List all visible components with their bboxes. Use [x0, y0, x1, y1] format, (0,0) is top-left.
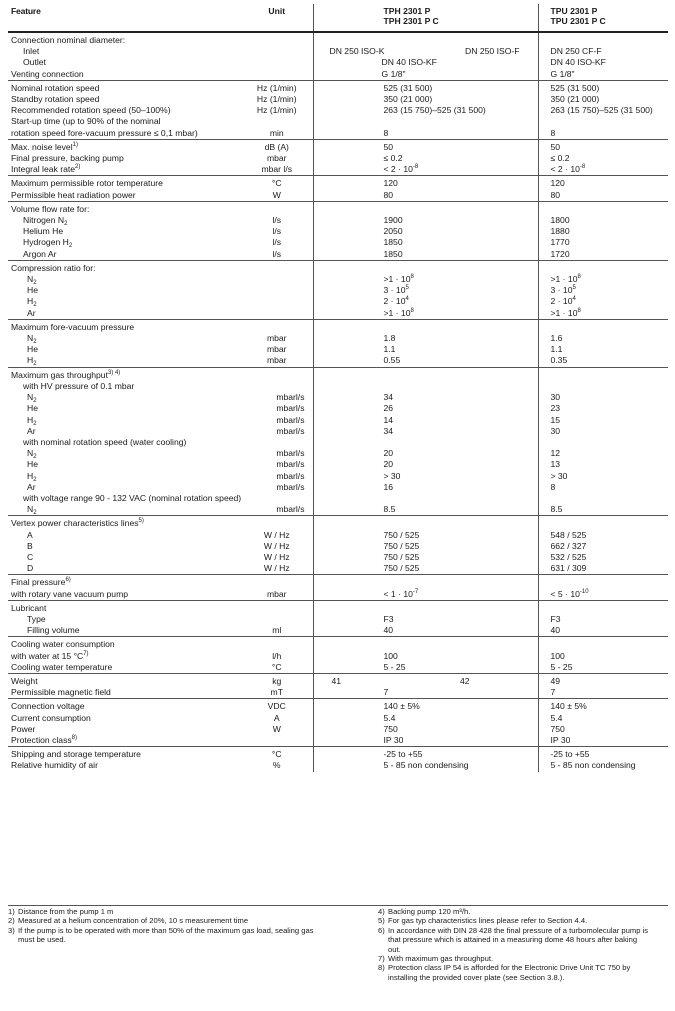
- unit: mbarl/s: [276, 481, 305, 492]
- table-row: [8, 747, 668, 772]
- row-label: B: [27, 540, 33, 551]
- cell-value: 40: [550, 625, 561, 636]
- unit: l/s: [272, 215, 282, 226]
- row-label: with nominal rotation speed (water cooling): [23, 436, 187, 447]
- cell-value: IP 30: [383, 734, 404, 745]
- row-label: Permissible magnetic field: [11, 687, 111, 698]
- unit: l/h: [272, 650, 282, 661]
- unit: W / Hz: [263, 529, 290, 540]
- cell-value: 1.1: [550, 344, 563, 355]
- row-label: Lubricant: [11, 602, 47, 613]
- unit: dB (A): [264, 141, 289, 152]
- row-label: Final pressure, backing pump: [11, 153, 124, 164]
- cell-value: 1.8: [383, 333, 396, 344]
- row-label: $H_2$: [27, 355, 37, 368]
- row-label: $H_2$: [27, 296, 37, 309]
- row-label: $N_2$: [27, 333, 37, 346]
- cell-value: 5.4: [383, 712, 396, 723]
- unit: min: [269, 127, 284, 138]
- unit: Hz (1/min): [256, 105, 297, 116]
- cell-value: 16: [383, 481, 394, 492]
- cell-value: 525 (31 500): [383, 82, 433, 93]
- cell-value: 1.6: [550, 333, 563, 344]
- table-header: [8, 4, 668, 32]
- footnotes-left: [8, 907, 318, 982]
- cell-value: G 1/8": [381, 68, 406, 79]
- row-label: Outlet: [23, 57, 46, 68]
- row-label: Relative humidity of air: [11, 760, 98, 771]
- unit: mbarl/s: [276, 414, 305, 425]
- row-label: Vertex power characteristics lines$^{5)}$: [11, 518, 144, 529]
- unit: mbar: [266, 333, 287, 344]
- cell-value: DN 40 ISO-KF: [550, 57, 606, 68]
- cell-value: 750 / 525: [383, 529, 420, 540]
- cell-value: 5.4: [550, 712, 563, 723]
- tph-model-1: TPH 2301 P: [383, 6, 431, 16]
- cell-value: 5 - 85 non condensing: [550, 760, 636, 771]
- row-label: He: [27, 403, 38, 414]
- row-label: Type: [27, 613, 46, 624]
- cell-value: G 1/8": [550, 68, 575, 79]
- row-label: Permissible heat radiation power: [11, 189, 136, 200]
- cell-value: 631 / 309: [550, 563, 587, 574]
- cell-value: 50: [383, 141, 394, 152]
- cell-value: 8.5: [383, 504, 396, 515]
- unit: °C: [271, 661, 282, 672]
- cell-value: 8: [550, 481, 556, 492]
- row-label: Maximum gas throughput$^{3) 4)}$: [11, 369, 121, 380]
- cell-value: 5 - 25: [383, 661, 406, 672]
- unit: mbar: [266, 588, 287, 599]
- unit: W: [272, 189, 281, 200]
- row-label: Venting connection: [11, 68, 84, 79]
- table-row: [8, 319, 668, 367]
- row-label: A: [27, 529, 33, 540]
- unit: kg: [272, 675, 282, 686]
- table-row: [8, 139, 668, 176]
- unit: mbarl/s: [276, 459, 305, 470]
- row-label: Volume flow rate for:: [11, 203, 90, 214]
- cell-value: 662 / 327: [550, 540, 587, 551]
- cell-value: 263 (15 750)–525 (31 500): [383, 105, 486, 116]
- cell-value: 532 / 525: [550, 551, 587, 562]
- unit: mT: [270, 687, 283, 698]
- table-row: [8, 516, 668, 575]
- cell-value: < $1 \cdot 10^{-7}$: [383, 588, 419, 599]
- unit-header: Unit: [238, 4, 313, 32]
- table-row: [8, 32, 668, 80]
- table-row: [8, 260, 668, 319]
- table-row: [8, 575, 668, 600]
- cell-value: 41: [331, 675, 342, 686]
- cell-value: 23: [550, 403, 561, 414]
- row-label: Cooling water consumption: [11, 639, 115, 650]
- row-label: Nominal rotation speed: [11, 82, 100, 93]
- cell-value: 14: [383, 414, 394, 425]
- row-label: Weight: [11, 675, 38, 686]
- cell-value: 750 / 525: [383, 551, 420, 562]
- cell-value: 30: [550, 425, 561, 436]
- row-label: rotation speed fore-vacuum pressure ≤ 0,1 mbar): [11, 127, 198, 138]
- cell-value: IP 30: [550, 734, 571, 745]
- cell-value: $2 \cdot 10^4$: [550, 296, 576, 307]
- unit: mbar: [266, 344, 287, 355]
- row-label: Connection voltage: [11, 701, 85, 712]
- row-label: $N_2$: [27, 392, 37, 405]
- unit: mbarl/s: [276, 470, 305, 481]
- unit: W / Hz: [263, 563, 290, 574]
- cell-value: < $5 \cdot 10^{-10}$: [550, 588, 589, 599]
- cell-value: 1900: [383, 215, 403, 226]
- cell-value: 49: [550, 675, 561, 686]
- unit: W / Hz: [263, 551, 290, 562]
- row-label: Standby rotation speed: [11, 94, 100, 105]
- row-label: He: [27, 285, 38, 296]
- row-label: Ar: [27, 481, 36, 492]
- feature-header: Feature: [8, 4, 238, 32]
- tpu-model-2: TPU 2301 P C: [550, 16, 606, 26]
- cell-value: $>1 \cdot 10^8$: [550, 307, 581, 318]
- table-row: [8, 80, 668, 139]
- cell-value: 350 (21 000): [383, 94, 433, 105]
- cell-value: 120: [383, 178, 398, 189]
- row-label: D: [27, 563, 34, 574]
- cell-value: 30: [550, 392, 561, 403]
- row-label: Cooling water temperature: [11, 661, 113, 672]
- cell-value: 5 - 85 non condensing: [383, 760, 469, 771]
- row-label: Integral leak rate$^{2)}$: [11, 164, 81, 175]
- unit: Hz (1/min): [256, 82, 297, 93]
- row-label: Filling volume: [27, 625, 80, 636]
- cell-value: 34: [383, 392, 394, 403]
- cell-value: 548 / 525: [550, 529, 587, 540]
- cell-value: -25 to +55: [383, 749, 423, 760]
- cell-value: > 30: [383, 470, 401, 481]
- tpu-model-1: TPU 2301 P: [550, 6, 598, 16]
- footnote: 8) Protection class IP 54 is afforded for the Electronic Drive Unit TC 750 by installing the provided cover plate (see Section 3.8.).: [378, 963, 631, 982]
- cell-value: < $2 \cdot 10^{-8}$: [550, 164, 586, 175]
- footnotes: [8, 905, 668, 982]
- table-row: [8, 600, 668, 637]
- row-label: $N_2$: [27, 504, 37, 517]
- row-label: Compression ratio for:: [11, 262, 96, 273]
- cell-value: $>1 \cdot 10^8$: [550, 274, 581, 285]
- cell-value: 5 - 25: [550, 661, 573, 672]
- table-row: [8, 637, 668, 674]
- cell-value: $3 \cdot 10^5$: [550, 285, 576, 296]
- cell-value: 750 / 525: [383, 540, 420, 551]
- cell-value: 100: [383, 650, 398, 661]
- cell-value: F3: [550, 613, 561, 624]
- row-label: Recommended rotation speed (50–100%): [11, 105, 171, 116]
- cell-value: 0.55: [383, 355, 401, 366]
- cell-value: F3: [383, 613, 394, 624]
- row-label: He: [27, 344, 38, 355]
- cell-value: 750: [383, 723, 398, 734]
- unit: ml: [272, 625, 282, 636]
- cell-value: > 30: [550, 470, 568, 481]
- cell-value: 100: [550, 650, 565, 661]
- cell-value: 263 (15 750)–525 (31 500): [550, 105, 653, 116]
- footnote: 3) If the pump is to be operated with more than 50% of the maximum gas load, sealing gas must be used.: [8, 925, 314, 945]
- cell-value: $>1 \cdot 10^8$: [383, 274, 414, 285]
- table-row: [8, 176, 668, 201]
- tpu-header: [538, 4, 668, 32]
- unit: %: [272, 760, 281, 771]
- cell-value: 26: [383, 403, 394, 414]
- unit: l/s: [272, 237, 282, 248]
- unit: l/s: [272, 248, 282, 259]
- technical-data-table: [8, 4, 668, 772]
- unit: mbarl/s: [276, 425, 305, 436]
- cell-value: 1800: [550, 215, 570, 226]
- table-row: [8, 673, 668, 698]
- unit: l/s: [272, 226, 282, 237]
- row-label: C: [27, 551, 34, 562]
- unit: Hz (1/min): [256, 94, 297, 105]
- cell-value: DN 250 ISO-K: [329, 46, 385, 57]
- cell-value: < $2 \cdot 10^{-8}$: [383, 164, 419, 175]
- cell-value: ≤ 0.2: [383, 153, 403, 164]
- footnote: 5) For gas typ characteristics lines please refer to Section 4.4.: [378, 916, 588, 926]
- cell-value: 8.5: [550, 504, 563, 515]
- row-label: Max. noise level$^{1)}$: [11, 141, 78, 152]
- cell-value: 80: [383, 189, 394, 200]
- row-label: with water at 15 $^\circ C^{7)}$: [11, 650, 89, 661]
- row-label: Maximum fore-vacuum pressure: [11, 321, 135, 332]
- cell-value: 0.35: [550, 355, 568, 366]
- footnote: 4) Backing pump 120 m³/h.: [378, 907, 471, 916]
- unit: mbarl/s: [276, 403, 305, 414]
- spec-sheet: [8, 4, 668, 772]
- cell-value: 12: [550, 448, 561, 459]
- cell-value: 8: [550, 127, 556, 138]
- row-label: Current consumption: [11, 712, 91, 723]
- cell-value: 140 ± 5%: [550, 701, 587, 712]
- row-label: Protection class$^{8)}$: [11, 734, 78, 745]
- cell-value: 34: [383, 425, 394, 436]
- cell-value: 750: [550, 723, 565, 734]
- tph-model-2: TPH 2301 P C: [383, 16, 439, 26]
- cell-value: $>1 \cdot 10^8$: [383, 307, 414, 318]
- cell-value: -25 to +55: [550, 749, 590, 760]
- row-label: $H_2$: [27, 414, 37, 427]
- footnote: 2) Measured at a helium concentration of 20%, 10 s measurement time: [8, 916, 249, 926]
- row-label: Power: [11, 723, 36, 734]
- cell-value: DN 40 ISO-KF: [381, 57, 437, 68]
- cell-value: 1880: [550, 226, 570, 237]
- cell-value: 80: [550, 189, 561, 200]
- unit: A: [273, 712, 280, 723]
- cell-value: 50: [550, 141, 561, 152]
- cell-value: 20: [383, 459, 394, 470]
- unit: W / Hz: [263, 540, 290, 551]
- cell-value: DN 250 CF-F: [550, 46, 602, 57]
- unit: mbar l/s: [261, 164, 293, 175]
- unit: VDC: [267, 701, 286, 712]
- row-label: with HV pressure of 0.1 mbar: [23, 380, 135, 391]
- cell-value: 40: [383, 625, 394, 636]
- cell-value: 7: [550, 687, 556, 698]
- row-label: Start-up time (up to 90% of the nominal: [11, 116, 161, 127]
- row-label: Hydrogen $H_2$: [23, 237, 73, 250]
- footnotes-right: [358, 907, 648, 982]
- cell-value: 1.1: [383, 344, 396, 355]
- footnote: 7) With maximum gas throughput.: [378, 954, 494, 964]
- unit: °C: [271, 178, 282, 189]
- row-label: with voltage range 90 - 132 VAC (nominal rotation speed): [23, 492, 242, 503]
- row-label: Nitrogen $N_2$: [23, 215, 68, 228]
- cell-value: 350 (21 000): [550, 94, 600, 105]
- tph-header: [313, 4, 538, 32]
- footnote: 6) In accordance with DIN 28 428 the final pressure of a turbomolecular pump is that pressure which is attained in a measuring dome 48 hours after baking out.: [378, 925, 649, 954]
- cell-value: 1720: [550, 248, 570, 259]
- row-label: Final pressure$^{6)}$: [11, 577, 71, 588]
- row-label: Maximum permissible rotor temperature: [11, 178, 163, 189]
- cell-value: 1850: [383, 237, 403, 248]
- unit: mbarl/s: [276, 448, 305, 459]
- cell-value: DN 250 ISO-F: [465, 46, 520, 57]
- cell-value: 8: [383, 127, 389, 138]
- cell-value: $3 \cdot 10^5$: [383, 285, 409, 296]
- unit: W: [272, 723, 281, 734]
- row-label: $H_2$: [27, 470, 37, 483]
- row-label: Connection nominal diameter:: [11, 35, 126, 45]
- cell-value: 42: [459, 675, 470, 686]
- cell-value: 13: [550, 459, 561, 470]
- cell-value: 2050: [383, 226, 403, 237]
- cell-value: 1770: [550, 237, 570, 248]
- row-label: He: [27, 459, 38, 470]
- cell-value: 1850: [383, 248, 403, 259]
- cell-value: $2 \cdot 10^4$: [383, 296, 409, 307]
- cell-value: 20: [383, 448, 394, 459]
- cell-value: 120: [550, 178, 565, 189]
- unit: mbar: [266, 153, 287, 164]
- unit: mbar: [266, 355, 287, 366]
- table-row: [8, 201, 668, 260]
- table-row: [8, 367, 668, 516]
- row-label: $N_2$: [27, 274, 37, 287]
- row-label: Shipping and storage temperature: [11, 749, 141, 760]
- cell-value: ≤ 0.2: [550, 153, 570, 164]
- row-label: Argon Ar: [23, 248, 57, 259]
- cell-value: 140 ± 5%: [383, 701, 420, 712]
- footnote: 1) Distance from the pump 1 m: [8, 907, 114, 916]
- cell-value: 525 (31 500): [550, 82, 600, 93]
- cell-value: 15: [550, 414, 561, 425]
- row-label: with rotary vane vacuum pump: [11, 588, 129, 599]
- cell-value: 7: [383, 687, 389, 698]
- row-label: Inlet: [23, 46, 40, 57]
- cell-value: 750 / 525: [383, 563, 420, 574]
- table-row: [8, 699, 668, 747]
- row-label: Ar: [27, 307, 36, 318]
- unit: °C: [271, 749, 282, 760]
- unit: mbarl/s: [276, 504, 305, 515]
- row-label: $N_2$: [27, 448, 37, 461]
- row-label: Ar: [27, 425, 36, 436]
- row-label: Helium He: [23, 226, 64, 237]
- unit: mbarl/s: [276, 392, 305, 403]
